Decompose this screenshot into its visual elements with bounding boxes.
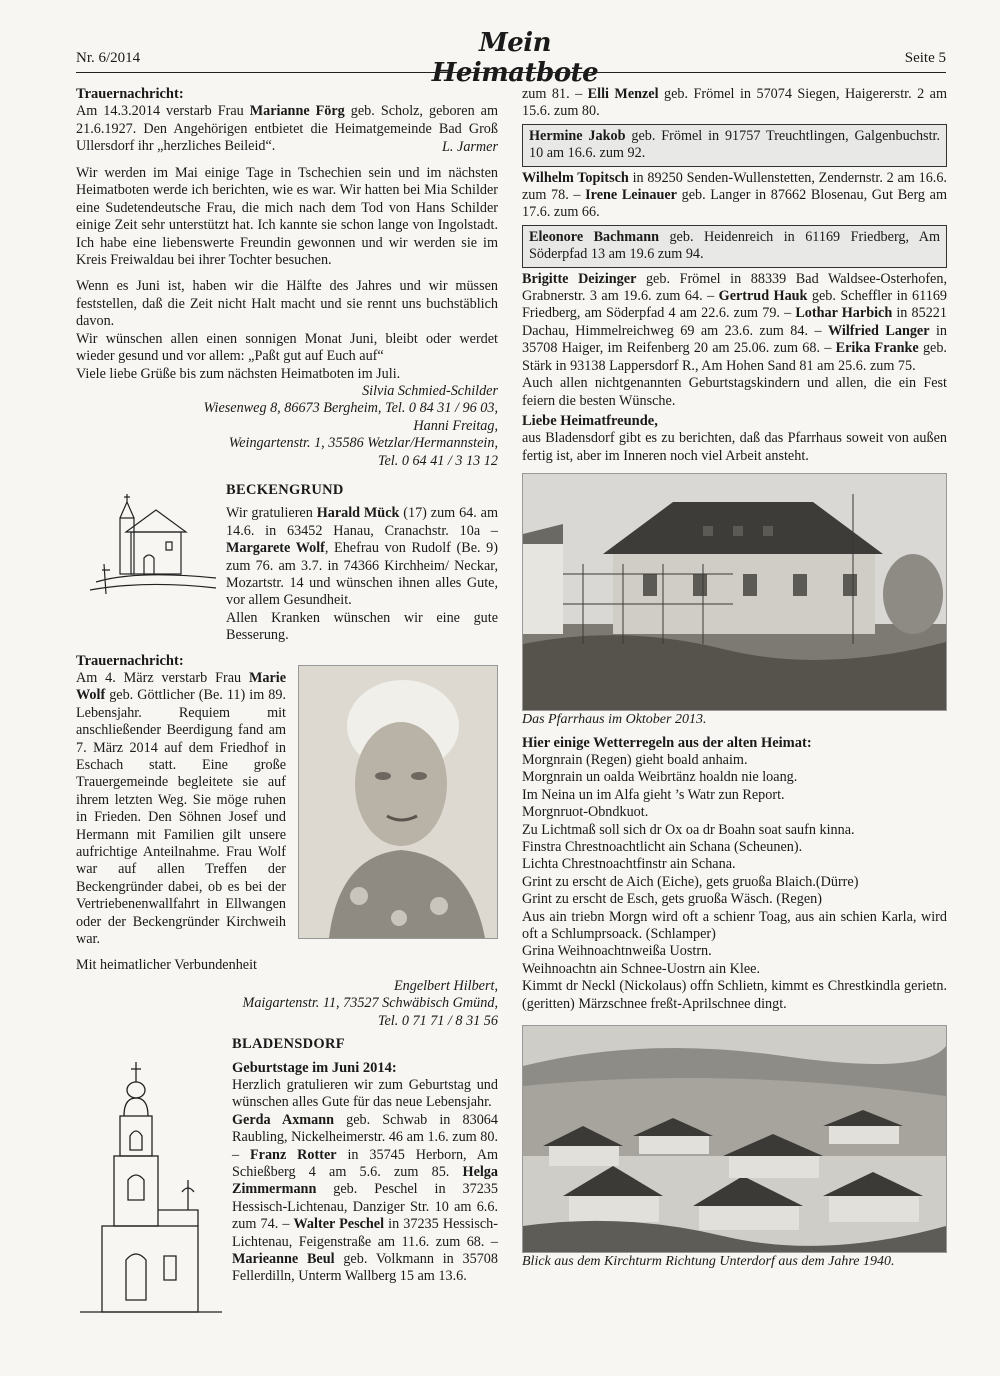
obit2-section	[76, 653, 498, 949]
weather-rule: Grina Weihnoachtnweißa Uostrn.	[522, 943, 712, 960]
obit2-closing: Mit heimatlicher Verbundenheit	[76, 956, 257, 973]
page-number: Seite 5	[904, 50, 946, 66]
liebe-text: aus Bladensdorf gibt es zu berichten, daß das Pfarrhaus soweit von außen fertig ist, aber im Inneren noch viel Arbeit ansteht.	[522, 430, 947, 464]
weather-heading: Hier einige Wetterregeln aus der alten Heimat:	[522, 734, 812, 751]
weather-rule: Morgnrain (Regen) gieht boald anhaim.	[522, 751, 748, 768]
highlight-box-jakob: Hermine Jakob geb. Frömel in 91757 Treuchtlingen, Galgenbuchstr. 10 am 16.6. zum 92.	[522, 124, 947, 167]
chapel-sketch-icon	[76, 482, 226, 604]
village-photo	[522, 1025, 947, 1253]
weather-rules-list	[522, 752, 947, 1013]
weather-rule: Aus ain triebn Morgn wird oft a schienr Toag, aus ain schien Karla, wird oft a Schlumprsoack. (Schlamper)	[522, 908, 947, 942]
bladensdorf-section	[76, 1036, 498, 1292]
parsonage-caption: Das Pfarrhaus im Oktober 2013.	[522, 712, 707, 728]
weather-rule: Morgnrain un oalda Weibrtänz hoaldn nie loang.	[522, 769, 798, 786]
bladensdorf-intro: Herzlich gratulieren wir zum Geburtstag und wünschen alles Gute für das neue Lebensjahr.	[232, 1076, 498, 1111]
obit1-text: Am 14.3.2014 verstarb Frau Marianne Förg geb. Scholz, geboren am 21.6.1927. Den Angehörigen entbietet die Heimatgemeinde Bad Groß Ullersdorf ihr „herzliches Beileid“.	[76, 103, 498, 155]
obit2-sign-name: Engelbert Hilbert,	[393, 977, 498, 994]
weather-rule: Zu Lichtmaß soll sich dr Ox oa dr Boahn soat saufn kinna.	[522, 821, 855, 838]
obit2-sign-phone: Tel. 0 71 71 / 8 31 56	[377, 1012, 498, 1029]
beckengrund-section	[76, 482, 498, 610]
signature2-address: Weingartenstr. 1, 35586 Wetzlar/Hermannstein,	[228, 435, 498, 452]
para-greetings: Viele liebe Grüße bis zum nächsten Heimatboten im Juli.	[76, 365, 401, 382]
liebe-heading: Liebe Heimatfreunde,	[522, 412, 658, 429]
church-tower-sketch-icon	[76, 1036, 226, 1292]
signature1-name: Silvia Schmied-Schilder	[362, 382, 498, 399]
village-caption: Blick aus dem Kirchturm Richtung Unterdorf aus dem Jahre 1940.	[522, 1254, 895, 1270]
weather-rule: Grint zu erscht de Aich (Eiche), gets gruoßa Blaich.(Dürre)	[522, 873, 859, 890]
parsonage-photo	[522, 473, 947, 711]
portrait-photo	[298, 665, 498, 939]
bladensdorf-subheading: Geburtstage im Juni 2014:	[232, 1059, 397, 1076]
bladensdorf-heading: BLADENSDORF	[232, 1036, 345, 1053]
birthday-topitsch: Wilhelm Topitsch in 89250 Senden-Wullenstetten, Zendernstr. 2 am 16.6. zum 78. – Irene Leinauer geb. Langer in 87662 Blosenau, Gut Berg am 17.6. zum 66.	[522, 169, 947, 221]
weather-rule: Lichta Chrestnoachtfinstr ain Schana.	[522, 856, 736, 873]
weather-rule: Grint zu erscht de Esch, gets gruoßa Wäsch. (Regen)	[522, 891, 822, 908]
signature2-phone: Tel. 0 64 41 / 3 13 12	[377, 452, 498, 469]
weather-rule: Weihnoachtn ain Schnee-Uostrn ain Klee.	[522, 960, 760, 977]
obit1-signature: L. Jarmer	[442, 138, 498, 155]
beckengrund-heading: BECKENGRUND	[226, 481, 344, 498]
obit1-heading: Trauernachricht:	[76, 86, 184, 102]
masthead-title: Mein Heimatbote	[431, 28, 599, 88]
birthday-list-more: Brigitte Deizinger geb. Frömel in 88339 Bad Waldsee-Osterhofen, Grabnerstr. 3 am 19.6. zum 64. – Gertrud Hauk geb. Scheffler in 61169 Friedberg, am Söderpfad 4 am 22.6. zum 79. – Lothar Harbich in 85221 Dachau, Himmelreichweg 69 am 23.6. zum 84. – Wilfried Langer in 35708 Haiger, im Reifenberg 20 am 25.06. zum 68. – Erika Franke geb. Stärk in 93138 Lappersdorf R., Am Hohen Sand 81 am 25.6. zum 75.	[522, 270, 948, 374]
para-trip: Wir werden im Mai einige Tage in Tschechien sein und im nächsten Heimatboten werde ich berichten, wie es war. Wir hatten bei Mia Schilder eine Sudetendeutsche Frau, die mich nach dem Tod von Hans Schilder einige Zeit sehr unterstützt hat. Ich kannte sie schon lange von Ingolstadt. Ich habe eine liebenswerte Freundin gewonnen und wir werden sie im Kreis Freiwaldau bei ihrer Tochter besuchen.	[76, 165, 498, 269]
para-wishes: Wir wünschen allen einen sonnigen Monat Juni, bleibt oder werdet wieder gesund und vor allem: „Paßt gut auf Euch auf“	[76, 330, 498, 365]
para-june: Wenn es Juni ist, haben wir die Hälfte des Jahres und wir müssen feststellen, daß die Zeit nicht Halt macht und sie rennt uns buchstäblich davon.	[76, 278, 498, 330]
header-rule	[76, 72, 946, 73]
signature1-address: Wiesenweg 8, 86673 Bergheim, Tel. 0 84 31 / 96 03,	[203, 400, 498, 417]
left-column	[76, 86, 498, 1292]
beckengrund-get-well: Allen Kranken wünschen wir eine gute Besserung.	[226, 609, 498, 644]
obit2-heading: Trauernachricht:	[76, 652, 184, 669]
right-column	[522, 86, 947, 1270]
birthday-all-wishes: Auch allen nichtgenannten Geburtstagskindern und allen, die ein Fest feiern die besten Wünsche.	[522, 375, 947, 409]
weather-rule: Kimmt dr Neckl (Nickolaus) offn Schlietn, kimmt es Chrestkindla gerietn. (geritten) Märzschnee freßt-Aprilschnee dingt.	[522, 978, 947, 1012]
weather-rule: Finstra Chrestnoachtlicht ain Schana (Scheunen).	[522, 838, 803, 855]
birthday-continued: zum 81. – Elli Menzel geb. Frömel in 57074 Siegen, Haigererstr. 2 am 15.6. zum 80.	[522, 86, 947, 120]
obit2-sign-address: Maigartenstr. 11, 73527 Schwäbisch Gmünd,	[242, 995, 498, 1012]
weather-rule: Morgnruot-Obndkuot.	[522, 804, 649, 821]
signature2-name: Hanni Freitag,	[413, 417, 498, 434]
beckengrund-birthdays: Wir gratulieren Harald Mück (17) zum 64. am 14.6. in 63452 Hanau, Cranachstr. 10a – Margarete Wolf, Ehefrau von Rudolf (Be. 9) zum 76. am 3.7. in 74366 Kirchheim/ Neckar, Mozartstr. 14 und wünschen ihnen alles Gute, vor allem Gesundheit.	[226, 505, 499, 609]
issue-number: Nr. 6/2014	[76, 50, 141, 66]
obit2-text: Am 4. März verstarb Frau Marie Wolf geb. Göttlicher (Be. 11) im 89. Lebensjahr. Requiem mit anschließender Beerdigung fand am 7. März 2014 auf dem Friedhof in Eschach statt. Eine große Trauergemeinde begleitete sie auf ihrem letzten Weg. Sie möge ruhen in Frieden. Den Söhnen Josef und Hermann mit Familien gilt unsere aufrichtige Anteilnahme. Frau Wolf war auf allen Treffen der Beckengründer dabei, ob es bei der Vertriebenenwallfahrt in Ellwangen oder der Beckengründer Kirchweih war.	[76, 670, 286, 948]
highlight-box-bachmann: Eleonore Bachmann geb. Heidenreich in 61169 Friedberg, Am Söderpfad 13 am 19.6 zum 94.	[522, 225, 947, 268]
weather-rule: Im Neina un im Alfa gieht ’s Watr zun Report.	[522, 786, 785, 803]
bladensdorf-birthdays: Gerda Axmann geb. Schwab in 83064 Raubling, Nickelheimerstr. 46 am 1.6. zum 80. – Franz Rotter in 35745 Herborn, Am Schießberg 4 am 5.6. zum 85. Helga Zimmermann geb. Peschel in 37235 Hessisch-Lichtenau, Danziger Str. 10 am 6.6. zum 74. – Walter Peschel in 37235 Hessisch-Lichtenau, Feigenstraße am 11.6. zum 68. – Marieanne Beul geb. Volkmann in 35708 Fellerdilln, Unterm Wallberg 15 am 13.6.	[232, 1111, 498, 1285]
